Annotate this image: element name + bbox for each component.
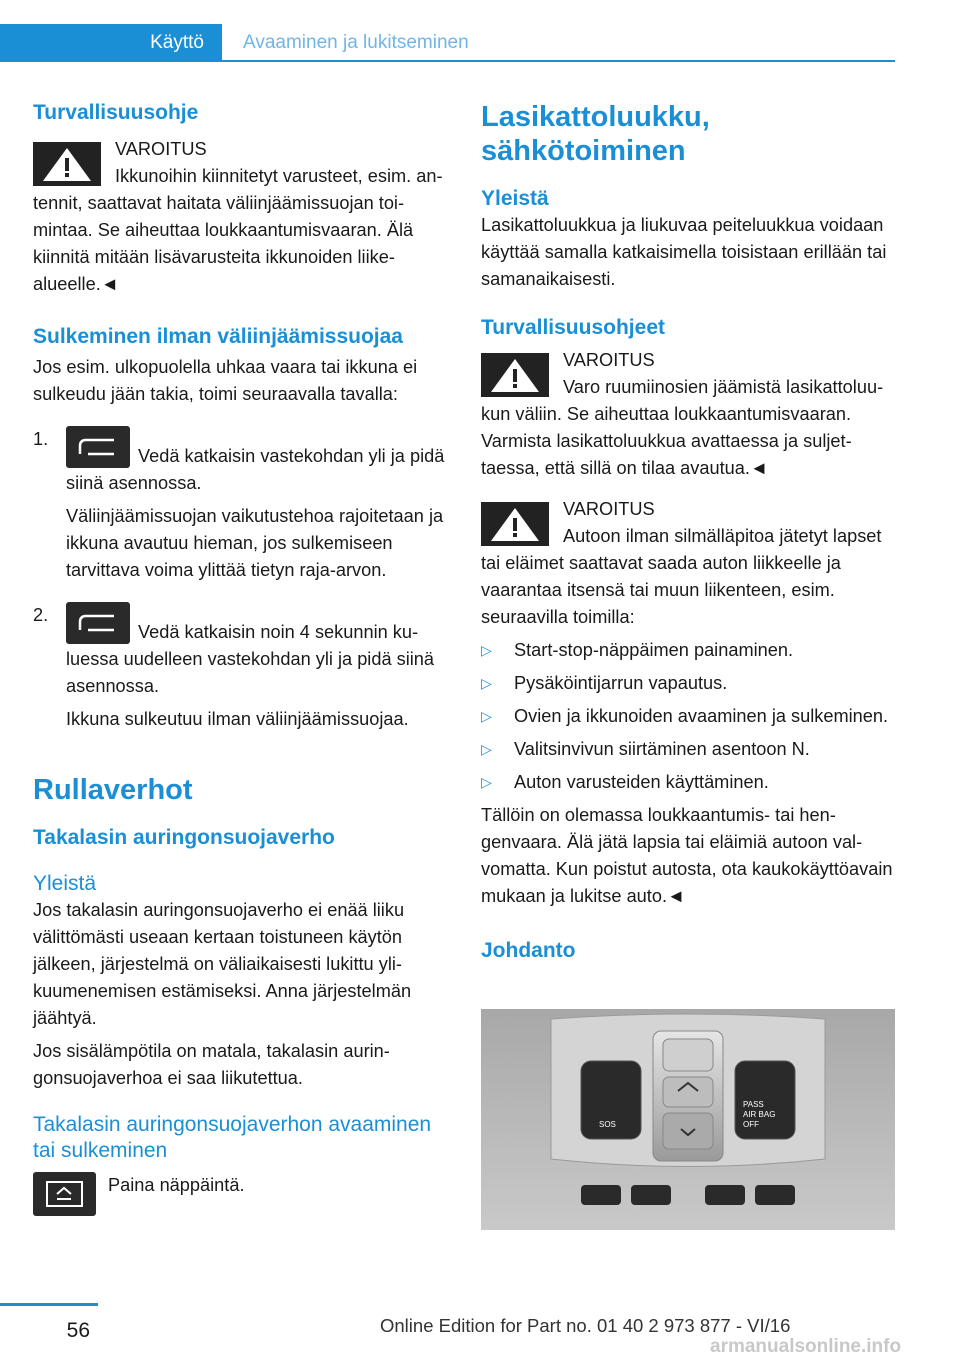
triangle-bullet-icon: ▷ [481, 774, 492, 790]
warning-triangle-icon [481, 502, 549, 546]
sunroof-heading: Lasikattoluukku, sähkötoiminen [481, 101, 710, 167]
warning-block [481, 496, 896, 631]
right-general-text: Lasikattoluukkua ja liukuvaa peiteluukkua voidaan käyttää samalla katkaisimella toisistaan erillään tai samanaikaisesti. [481, 215, 887, 289]
step-note: Väliinjäämissuojan vaikutustehoa rajoitetaan ja ikkuna avautuu hieman, jos sulkemiseen tarvittava voima ylittää tietyn raja-arvon. [66, 506, 444, 580]
list-item-text: Pysäköintijarrun vapautus. [514, 673, 728, 693]
off-label: OFF [743, 1120, 759, 1129]
right-safety-heading: Turvallisuusohjeet [481, 316, 665, 339]
step-2 [33, 602, 448, 733]
after-bullets-text: Tällöin on olemassa loukkaantumis- tai hengenvaara. Älä jätä lapsia tai eläimiä autoon valvomatta. Kun poistut autosta, ota kaukokäyttöavain mukaan ja lukitse auto.◄ [481, 805, 893, 906]
rullaverhot-heading: Rullaverhot [33, 774, 193, 806]
chapter-label: Käyttö [150, 32, 204, 53]
left-column [33, 100, 448, 1216]
warning-text: Ikkunoihin kiinnitetyt varusteet, esim. antennit, saattavat haitata väliinjäämissuojan toimintaa. Se aiheuttaa loukkaantumisvaaran. Älä kiinnitä mitään lisävarusteita ikkunoiden liikealueelle.◄ [33, 166, 443, 294]
rear-blind-heading: Takalasin auringonsuojaverho [33, 826, 335, 849]
triangle-bullet-icon: ▷ [481, 708, 492, 724]
general-heading: Yleistä [33, 872, 97, 895]
intro-heading: Johdanto [481, 939, 576, 962]
right-general-heading: Yleistä [481, 187, 549, 210]
chapter-tab[interactable] [0, 24, 222, 62]
list-item-text: Auton varusteiden käyttäminen. [514, 772, 769, 792]
triangle-bullet-icon: ▷ [481, 675, 492, 691]
list-item [481, 769, 896, 796]
airbag-label: AIR BAG [743, 1110, 776, 1119]
step-1 [33, 426, 448, 584]
warning-title: VAROITUS [563, 350, 655, 370]
warning-triangle-icon [33, 142, 101, 186]
safety-heading: Turvallisuusohje [33, 101, 199, 124]
page-header [0, 24, 895, 62]
list-item-text: Ovien ja ikkunoiden avaaminen ja sulkeminen. [514, 706, 889, 726]
warning-block [33, 136, 448, 298]
press-button-text: Paina näppäintä. [108, 1175, 245, 1195]
section-tab[interactable] [222, 24, 469, 62]
sos-label: SOS [599, 1120, 616, 1129]
warning-text: Varo ruumiinosien jäämistä lasikattoluukun väliin. Se aiheuttaa loukkaantumisvaaran. Varmista lasikattoluukkua avattaessa ja suljettaessa, että sillä on tilaa avautua.◄ [481, 377, 884, 478]
list-item-text: Valitsinvivun siirtäminen asentoon N. [514, 739, 810, 759]
footer-divider [0, 1303, 98, 1306]
warning-block [481, 347, 896, 482]
step-text: Vedä katkaisin noin 4 sekunnin kuluessa uudelleen vastekohdan yli ja pidä siinä asennossa. [66, 622, 435, 696]
closing-heading: Sulkeminen ilman väliinjäämissuojaa [33, 325, 403, 348]
list-item [481, 637, 896, 664]
open-close-heading: Takalasin auringonsuojaverhon avaaminen tai sulkeminen [33, 1113, 432, 1162]
step-note: Ikkuna sulkeutuu ilman väliinjäämissuojaa. [66, 709, 409, 729]
header-divider [222, 60, 895, 62]
bullet-list [481, 637, 896, 796]
overhead-console-photo [481, 1009, 895, 1230]
page-number: 56 [66, 1319, 90, 1342]
warning-title: VAROITUS [115, 139, 207, 159]
step-number: 2. [33, 605, 49, 625]
warning-triangle-icon [481, 353, 549, 397]
window-switch-icon [66, 602, 130, 644]
list-item [481, 670, 896, 697]
step-text: Vedä katkaisin vastekohdan yli ja pidä siinä asennossa. [66, 446, 445, 493]
general-paragraph-1: Jos takalasin auringonsuojaverho ei enää liiku välittömästi useaan kertaan toistuneen käytön jälkeen, järjestelmä on väliaikaisesti lukittu ylikuumenemisen estämiseksi. Anna järjestelmän jäähtyä. [33, 900, 412, 1028]
triangle-bullet-icon: ▷ [481, 741, 492, 757]
edition-text: Online Edition for Part no. 01 40 2 973 877 - VI/16 [380, 1315, 791, 1336]
warning-text: Autoon ilman silmälläpitoa jätetyt lapset tai eläimet saattavat saada auton liikkeelle ja vaarantaa itsensä tai muun liikenteen, esim. seuraavilla toimilla: [481, 526, 882, 627]
warning-title: VAROITUS [563, 499, 655, 519]
sunblind-button-icon [33, 1172, 96, 1216]
closing-intro: Jos esim. ulkopuolella uhkaa vaara tai ikkuna ei sulkeudu jään takia, toimi seuraavalla tavalla: [33, 357, 418, 404]
list-item [481, 703, 896, 730]
right-column [481, 100, 896, 964]
pass-label: PASS [743, 1100, 764, 1109]
list-item [481, 736, 896, 763]
triangle-bullet-icon: ▷ [481, 642, 492, 658]
window-switch-icon [66, 426, 130, 468]
press-button-row [33, 1172, 448, 1199]
section-label: Avaaminen ja lukitseminen [243, 32, 469, 53]
general-paragraph-2: Jos sisälämpötila on matala, takalasin auringonsuojaverhoa ei saa liikutettua. [33, 1041, 390, 1088]
list-item-text: Start-stop-näppäimen painaminen. [514, 640, 794, 660]
watermark: armanualsonline.info [710, 1336, 902, 1357]
step-number: 1. [33, 429, 49, 449]
